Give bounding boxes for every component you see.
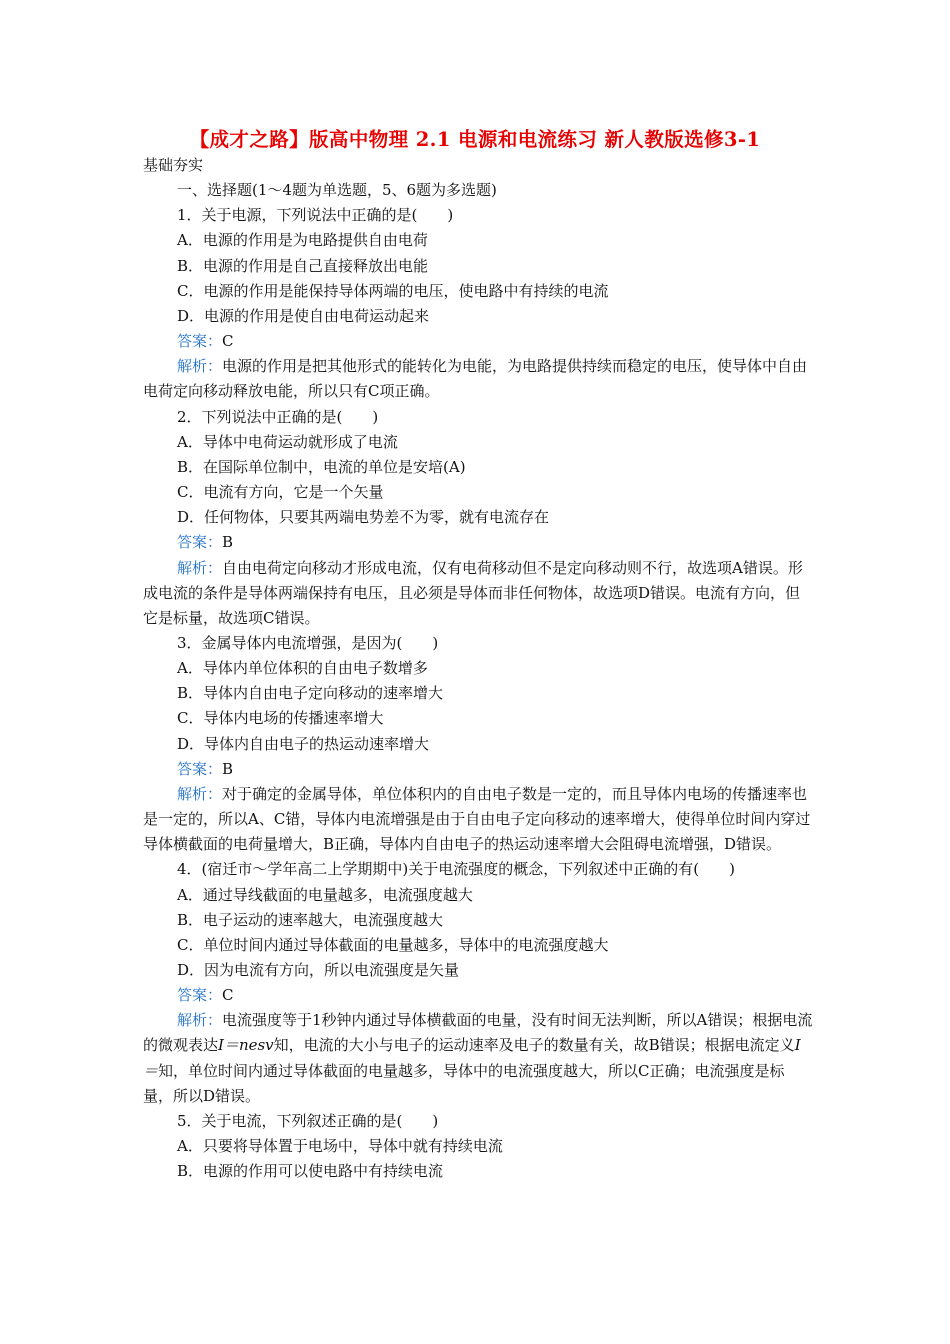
analysis-label: 解析： [177, 558, 223, 577]
option-c: C．电源的作用是能保持导体两端的电压，使电路中有持续的电流 [177, 281, 609, 300]
question-stem: 5．关于电流，下列叙述正确的是( ) [177, 1111, 439, 1130]
analysis [143, 354, 813, 404]
answer-label: 答案： [177, 533, 223, 552]
question-stem: 2．下列说法中正确的是( ) [177, 407, 379, 426]
answer-value: B [222, 533, 234, 552]
analysis-text: 自由电荷定向移动才形成电流，仅有电荷移动但不是定向移动则不行，故选项A错误。形成电流的条件是导体两端保持有电压，且必须是导体而非任何物体，故选项D错误。电流有方向，但它是标量，故选项C错误。 [143, 558, 803, 627]
option-b: B．电源的作用是自己直接释放出电能 [177, 256, 429, 275]
section-heading: 基础夯实 [143, 156, 204, 174]
answer-label: 答案： [177, 759, 223, 778]
analysis-text-2: 知，电流的大小与电子的运动速率及电子的数量有关，故B错误；根据电流定义 [273, 1036, 795, 1055]
analysis-label: 解析： [177, 1011, 223, 1030]
option-d: D．电源的作用是使自由电荷运动起来 [177, 306, 430, 325]
document-body [143, 153, 813, 1184]
analysis [143, 1008, 813, 1109]
formula-definition: I＝ [143, 1036, 801, 1080]
option-d: D．导体内自由电子的热运动速率增大 [177, 734, 430, 753]
option-b: B．电子运动的速率越大，电流强度越大 [177, 910, 444, 929]
answer-value: C [222, 986, 234, 1005]
analysis-text-3: 知，单位时间内通过导体截面的电量越多，导体中的电流强度越大，所以C正确；电流强度是标量，所以D错误。 [143, 1061, 785, 1105]
option-b: B．在国际单位制中，电流的单位是安培(A) [177, 457, 466, 476]
option-a: A．导体内单位体积的自由电子数增多 [177, 659, 428, 678]
analysis-text: 对于确定的金属导体，单位体积内的自由电子数是一定的，而且导体内电场的传播速率也是一定的，所以A、C错，导体内电流增强是由于自由电子定向移动的速率增大，使得单位时间内穿过导体横截面的电荷量增大，B正确，导体内自由电子的热运动速率增大会阻碍电流增强，D错误。 [143, 784, 811, 854]
answer-label: 答案： [177, 986, 223, 1005]
answer [143, 329, 813, 354]
option-b: B．导体内自由电子定向移动的速率增大 [177, 684, 444, 703]
answer-label: 答案： [177, 332, 223, 351]
analysis-text-1: 电流强度等于1秒钟内通过导体横截面的电量，没有时间无法判断，所以A错误；根据电流的微观表达 [143, 1011, 813, 1055]
option-a: A．导体中电荷运动就形成了电流 [177, 432, 398, 451]
answer [143, 757, 813, 782]
formula-microscopic: I＝nesv [218, 1036, 274, 1055]
question-stem: 4．(宿迁市～学年高二上学期期中)关于电流强度的概念，下列叙述中正确的有( ) [177, 860, 735, 879]
option-a: A．只要将导体置于电场中，导体中就有持续电流 [177, 1137, 503, 1156]
answer-value: C [222, 332, 234, 351]
option-c: C．电流有方向，它是一个矢量 [177, 483, 384, 502]
part-heading: 一、选择题(1～4题为单选题，5、6题为多选题) [177, 181, 497, 200]
answer [143, 530, 813, 555]
question-stem: 3．金属导体内电流增强，是因为( ) [177, 633, 439, 652]
option-b: B．电源的作用可以使电路中有持续电流 [177, 1162, 444, 1181]
option-c: C．单位时间内通过导体截面的电量越多，导体中的电流强度越大 [177, 935, 609, 954]
answer [143, 983, 813, 1008]
question-stem: 1．关于电源，下列说法中正确的是( ) [177, 206, 454, 225]
analysis [143, 556, 813, 631]
option-c: C．导体内电场的传播速率增大 [177, 709, 384, 728]
option-a: A．电源的作用是为电路提供自由电荷 [177, 231, 428, 250]
answer-value: B [222, 759, 234, 778]
analysis-label: 解析： [177, 784, 223, 803]
analysis-text: 电源的作用是把其他形式的能转化为电能，为电路提供持续而稳定的电压，使导体中自由电荷定向移动释放电能，所以只有C项正确。 [143, 357, 808, 401]
option-a: A．通过导线截面的电量越多，电流强度越大 [177, 885, 473, 904]
analysis [143, 782, 813, 857]
option-d: D．因为电流有方向，所以电流强度是矢量 [177, 961, 460, 979]
option-d: D．任何物体，只要其两端电势差不为零，就有电流存在 [177, 508, 550, 527]
analysis-label: 解析： [177, 357, 223, 376]
document-title: 【成才之路】版高中物理 2.1 电源和电流练习 新人教版选修3-1 [189, 128, 761, 151]
